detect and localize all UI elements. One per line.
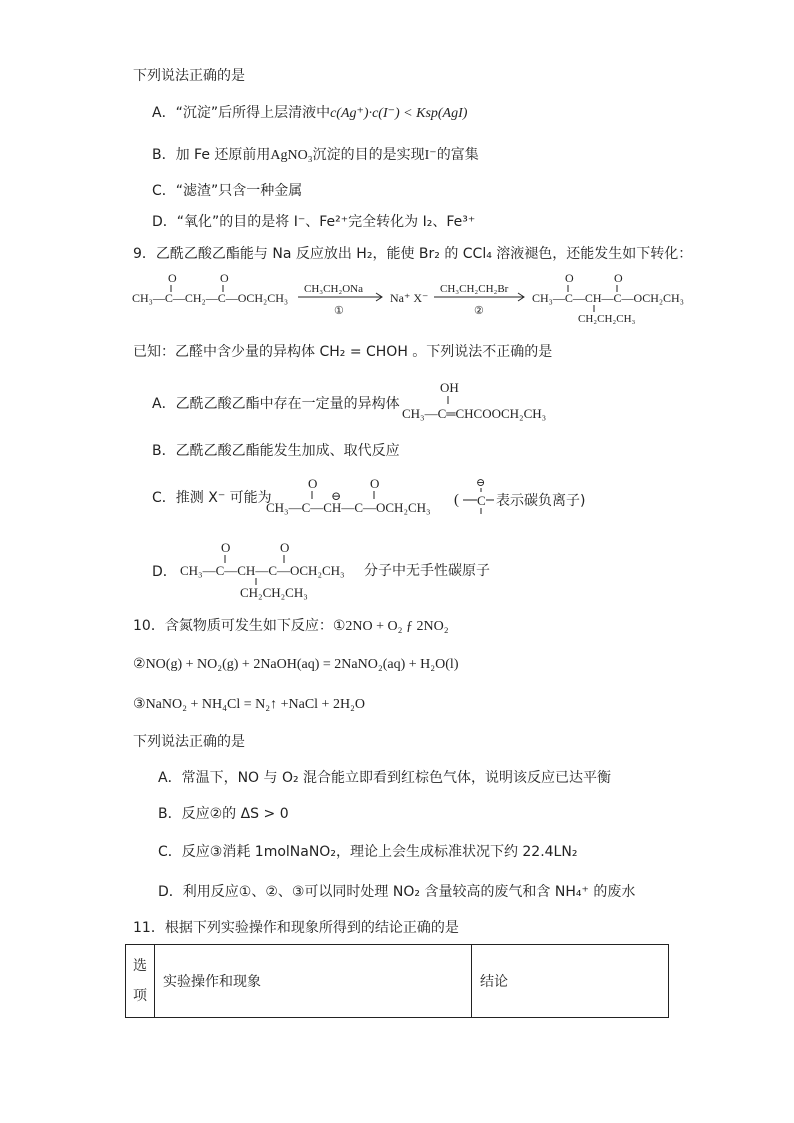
header-conclusion: 结论	[472, 945, 669, 1018]
reaction-equation: NO(g) + NO₂(g) + 2NaOH(aq) = 2NaNO₂(aq) + H₂O(l)	[145, 657, 459, 672]
carbanion-formula: CH₃—C—CH—C—OCH₂CH₃	[266, 500, 431, 515]
option-label: C．	[152, 183, 176, 199]
header-option-line2: 项	[133, 988, 147, 1004]
reaction-equation: 2NO + O₂ ƒ 2NO₂	[345, 619, 449, 634]
q8-option-b	[152, 145, 479, 166]
q9-d-structure	[176, 538, 496, 600]
option-text: 反应②的 ΔS > 0	[181, 806, 289, 822]
q10-option-c	[158, 842, 577, 862]
carbonyl-o-label: O	[280, 540, 290, 555]
option-text: 利用反应①、②、③可以同时处理 NO₂ 含量较高的废气和含 NH₄⁺ 的废水	[182, 884, 636, 900]
reaction-number: ③	[133, 696, 146, 712]
hydroxyl-label: OH	[440, 380, 459, 395]
reaction-equation: NaNO₂ + NH₄Cl = N₂↑ +NaCl + 2H₂O	[145, 697, 366, 712]
header-operation: 实验操作和现象	[155, 945, 472, 1018]
option-label: A．	[152, 396, 176, 412]
option-label: C．	[152, 490, 176, 506]
q10-reaction-3	[133, 694, 365, 715]
intermediate-formula: Na⁺ X⁻	[390, 291, 429, 305]
q9-known: 已知：乙醛中含少量的异构体 CH₂ = CHOH 。下列说法不正确的是	[133, 344, 553, 360]
q10-stem	[133, 616, 449, 637]
carbonyl-o-label: O	[220, 271, 229, 285]
q11-stem: 11．根据下列实验操作和现象所得到的结论正确的是	[133, 920, 459, 936]
carbonyl-o-label: O	[168, 271, 177, 285]
reaction-number: ②	[133, 656, 146, 672]
option-label: B．	[152, 147, 176, 163]
option-label: A．	[152, 105, 176, 121]
header-option	[126, 945, 155, 1018]
q8-stem: 下列说法正确的是	[133, 68, 245, 84]
reactant-formula: CH₃—C—CH₂—C—OCH₂CH₃	[132, 291, 289, 305]
option-text: 乙酰乙酸乙酯能发生加成、取代反应	[175, 443, 400, 459]
option-text: “滤渣”只含一种金属	[175, 183, 303, 199]
carbonyl-o-label: O	[614, 271, 623, 285]
q8-option-c	[152, 181, 302, 201]
option-text: 加 Fe 还原前用	[175, 147, 271, 163]
chem-formula: I⁻	[424, 148, 437, 163]
carbanion-sign: ⊖	[476, 477, 486, 489]
reagent-2: CH₃CH₂CH₂Br	[440, 283, 509, 295]
option-label: B．	[158, 806, 182, 822]
option-text: “氧化”的目的是将 I⁻、Fe²⁺完全转化为 I₂、Fe³⁺	[176, 214, 476, 230]
reagent-1: CH₃CH₂ONa	[304, 283, 364, 295]
option-label: A．	[158, 770, 182, 786]
q9-reaction-scheme	[128, 268, 688, 326]
q10-option-d	[158, 882, 635, 902]
option-text: 分子中无手性碳原子	[364, 563, 490, 579]
product-formula: CH₃—C—CH—C—OCH₂CH₃	[180, 563, 345, 578]
q9-a-structure	[398, 378, 578, 422]
step-1-label: ①	[334, 305, 344, 317]
note-text: 表示碳负离子)	[496, 493, 586, 509]
question-text: 10．含氮物质可发生如下反应：	[133, 618, 333, 634]
carbanion-sign: ⊖	[331, 489, 342, 503]
chem-formula: AgNO₃	[270, 148, 313, 163]
option-label: D．	[158, 884, 183, 900]
q8-option-a	[152, 103, 467, 124]
q8-option-d	[152, 212, 475, 232]
reaction-number: ①	[332, 618, 346, 634]
table-header-row	[126, 945, 669, 1018]
q9-option-a	[152, 394, 400, 414]
option-text: 沉淀的目的是实现	[312, 147, 425, 163]
option-text: 的富集	[436, 147, 479, 163]
step-2-label: ②	[474, 305, 484, 317]
branch-formula: CH₂CH₂CH₃	[240, 585, 308, 600]
option-text: “沉淀”后所得上层清液中	[175, 105, 331, 121]
product-formula: CH₃—C—CH—C—OCH₂CH₃	[532, 291, 684, 305]
math-expression: c(Ag⁺)·c(I⁻) < Ksp(AgI)	[330, 106, 468, 121]
q10-option-a	[158, 768, 611, 788]
option-text: 乙酰乙酸乙酯中存在一定量的异构体	[175, 396, 400, 412]
option-label: C．	[158, 844, 182, 860]
q9-option-b	[152, 441, 400, 461]
q9-option-c	[152, 488, 272, 508]
carbonyl-o-label: O	[308, 476, 318, 491]
note-paren: (	[454, 492, 459, 508]
carbonyl-o-label: O	[370, 476, 380, 491]
header-option-line1: 选	[133, 958, 147, 974]
enol-formula: CH₃—C═CHCOOCH₂CH₃	[402, 406, 547, 421]
carbon-symbol: C	[477, 493, 486, 508]
q9-option-d-label: D．	[152, 564, 177, 580]
option-label: D．	[152, 214, 177, 230]
option-text: 常温下，NO 与 O₂ 混合能立即看到红棕色气体，说明该反应已达平衡	[181, 770, 612, 786]
carbonyl-o-label: O	[565, 271, 574, 285]
q9-c-structure	[262, 474, 607, 522]
q10-option-b	[158, 804, 289, 824]
option-text: 反应③消耗 1molNaNO₂，理论上会生成标准状况下约 22.4LN₂	[181, 844, 578, 860]
option-text: 推测 X⁻ 可能为	[175, 490, 272, 506]
q10-reaction-2	[133, 654, 458, 675]
carbonyl-o-label: O	[221, 540, 231, 555]
q9-stem: 9．乙酰乙酸乙酯能与 Na 反应放出 H₂，能使 Br₂ 的 CCl₄ 溶液褪色，还能发生如下转化：	[133, 246, 693, 262]
q11-table	[125, 944, 669, 1018]
product-branch: CH₂CH₂CH₃	[578, 313, 636, 325]
option-label: B．	[152, 443, 176, 459]
q10-ask: 下列说法正确的是	[133, 734, 245, 750]
